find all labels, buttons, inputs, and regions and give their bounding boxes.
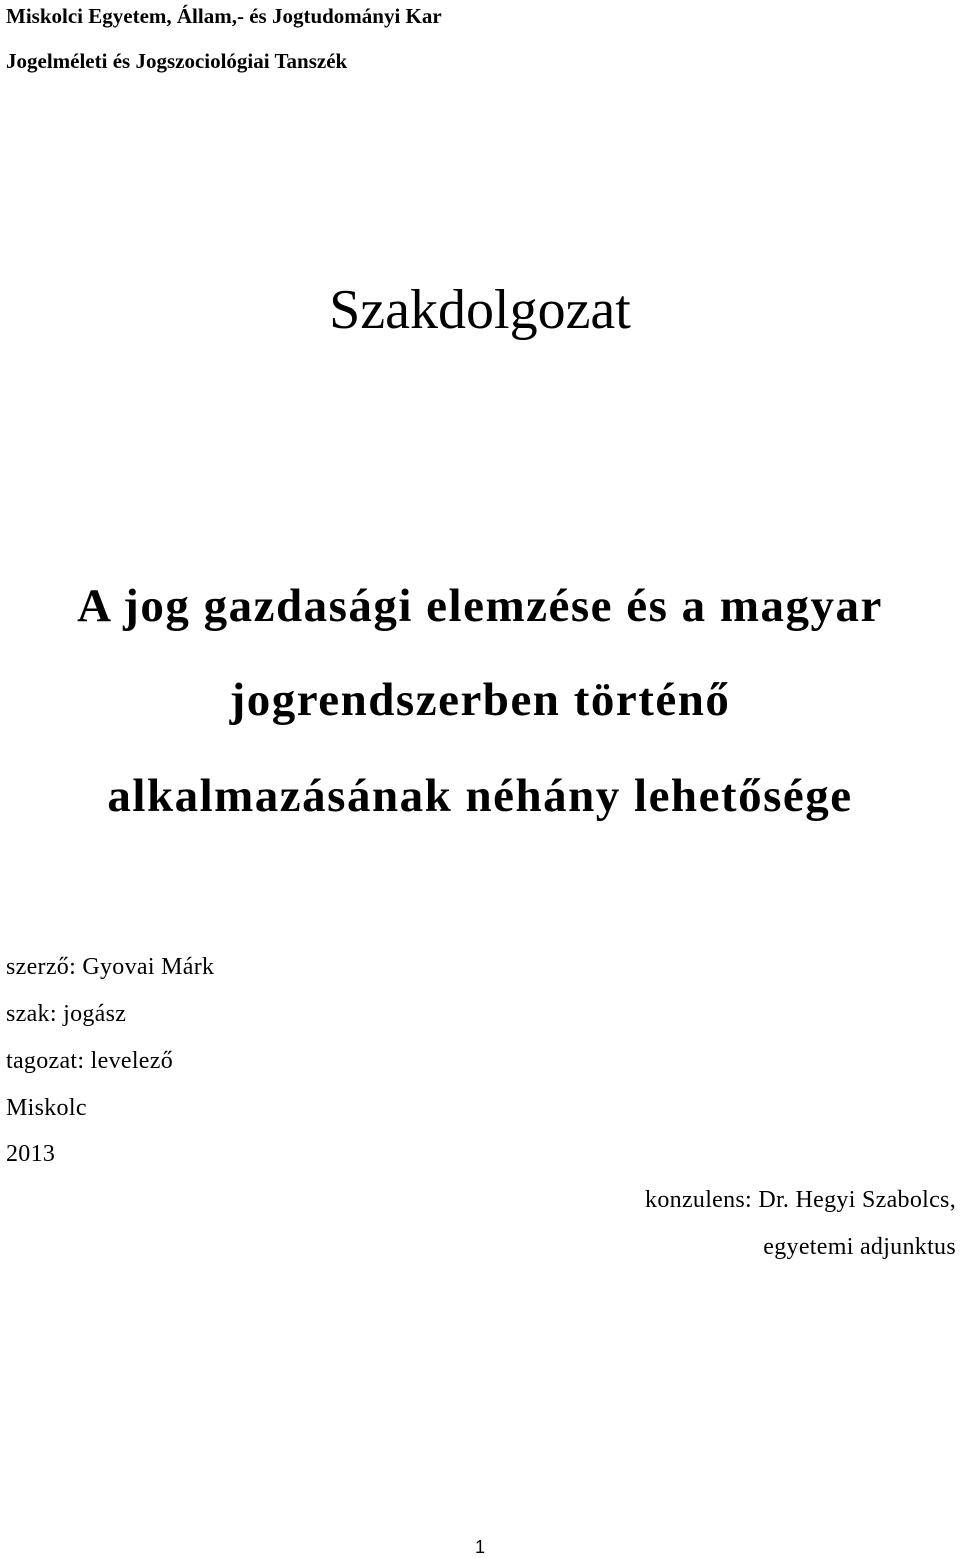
- thesis-title-line-3: alkalmazásának néhány lehetősége: [107, 770, 853, 822]
- document-type-heading: Szakdolgozat: [329, 279, 631, 341]
- study-mode-line: tagozat: levelező: [6, 1048, 174, 1074]
- city-line: Miskolc: [6, 1095, 87, 1121]
- consultant-title-line: egyetemi adjunktus: [763, 1234, 956, 1260]
- thesis-title-line-2: jogrendszerben történő: [229, 674, 731, 726]
- department-name: Jogelméleti és Jogszociológiai Tanszék: [6, 49, 348, 73]
- thesis-title-line-1: A jog gazdasági elemzése és a magyar: [77, 580, 883, 632]
- year-line: 2013: [6, 1141, 56, 1167]
- author-line: szerző: Gyovai Márk: [6, 954, 215, 980]
- page-number: 1: [474, 1537, 485, 1557]
- consultant-name-line: konzulens: Dr. Hegyi Szabolcs,: [645, 1187, 956, 1213]
- university-name: Miskolci Egyetem, Állam,- és Jogtudományi Kar: [6, 4, 442, 28]
- major-line: szak: jogász: [6, 1001, 127, 1027]
